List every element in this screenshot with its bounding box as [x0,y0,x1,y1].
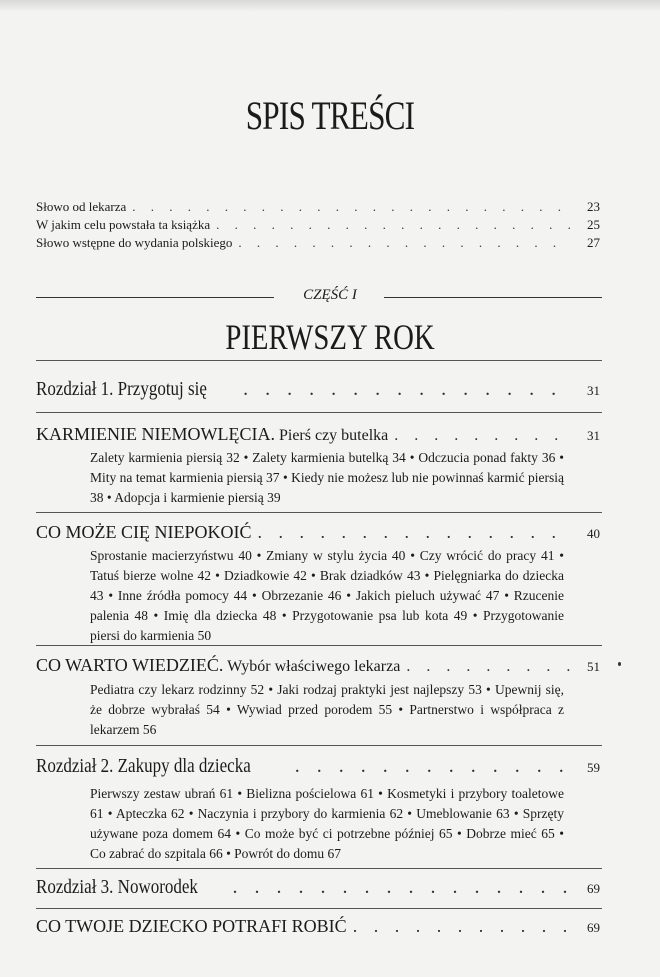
chapter-entry [36,378,600,401]
chapter-entry [36,876,600,899]
leader-dots [394,427,570,445]
section-page: 40 [587,526,600,541]
section-label: CO MOŻE CIĘ NIEPOKOIĆ [36,522,252,542]
chapter-label: Rozdział 2. Zakupy dla dziecka [36,755,251,777]
section-entry [36,916,600,937]
chapter-entry [36,755,600,778]
section-page: 31 [587,428,600,443]
leader-dots [258,522,571,543]
section-rule [36,645,602,646]
toc-entry [36,199,600,215]
chapter-page: 69 [587,881,600,896]
toc-entry-page: 25 [587,217,600,232]
leader-dots [353,916,570,937]
toc-entry-label: W jakim celu powstała ta książka [36,217,211,232]
section-page: 69 [587,920,600,935]
section-label-rest: Wybór właściwego lekarza [223,658,401,675]
leader-dots [233,876,570,899]
toc-entry-label: Słowo od lekarza [36,199,127,214]
section-description: Pediatra czy lekarz rodzinny 52 • Jaki rodzaj praktyki jest najlepszy 53 • Upewnij się, że dobrze wybrałaś 54 • Wywiad przed porodem 55 • Partnerstwo i współpraca z lekarzem 56 [90,682,564,737]
part-divider-right [384,297,602,298]
stray-mark [618,662,621,666]
chapter-label: Rozdział 3. Noworodek [36,876,198,898]
chapter-label: Rozdział 1. Przygotuj się [36,378,207,400]
leader-dots [295,755,570,778]
toc-entry [36,217,600,233]
leader-dots [243,378,570,401]
chapter-description: Pierwszy zestaw ubrań 61 • Bielizna pościelowa 61 • Kosmetyki i przybory toaletowe 61 • Apteczka 62 • Naczynia i przybory do karmienia 62 • Umeblowanie 63 • Sprzęty używane poza domem 64 • Co może być ci potrzebne później 65 • Dobrze mieć 65 • Co zabrać do szpitala 66 • Powrót do domu 67 [90,786,564,861]
section-label: CO TWOJE DZIECKO POTRAFI ROBIĆ [36,916,347,936]
section-entry [36,655,600,676]
toc-entry [36,235,600,251]
section-description: Zalety karmienia piersią 32 • Zalety karmienia butelką 34 • Odczucia ponad fakty 36 • Mity na temat karmienia piersią 37 • Kiedy nie możesz lub nie powinnaś karmić piersią 38 • Adopcja i karmienie piersią 39 [90,450,564,505]
part-title: PIERWSZY ROK [225,317,435,357]
leader-dots [216,217,570,233]
section-label [36,655,400,676]
leader-dots [132,199,570,215]
section-page: 51 [587,659,600,674]
section-description: Sprostanie macierzyństwu 40 • Zmiany w stylu życia 40 • Czy wrócić do pracy 41 • Tatuś bierze wolne 42 • Dziadkowie 42 • Brak dziadków 43 • Pielęgniarka do dziecka 43 • Inne źródła pomocy 44 • Obrzezanie 46 • Jakich pieluch używać 47 • Rzucenie palenia 48 • Imię dla dziecka 48 • Przygotowanie psa lub kota 49 • Przygotowanie piersi do karmienia 50 [90,548,564,643]
toc-entry-label: Słowo wstępne do wydania polskiego [36,235,233,250]
section-rule [36,745,602,746]
chapter-rule [36,908,602,909]
toc-entry-page: 23 [587,199,600,214]
section-entry [36,424,600,445]
section-rule [36,512,602,513]
toc-entry-page: 27 [587,235,600,250]
leader-dots [406,658,570,676]
part-rule [36,360,602,361]
chapter-page: 31 [587,383,600,398]
leader-dots [238,235,570,251]
page-title: SPIS TREŚCI [245,93,415,138]
section-label-rest: Pierś czy butelka [274,427,389,444]
section-label [36,424,388,445]
page-edge-bleed [0,0,660,12]
section-label-caps: KARMIENIE NIEMOWLĘCIA. [36,424,275,444]
part-label: CZĘŚĆ I [303,287,357,303]
chapter-page: 59 [587,760,600,775]
chapter-rule [36,868,602,869]
section-label-caps: CO WARTO WIEDZIEĆ. [36,655,224,675]
section-entry [36,522,600,543]
chapter-rule [36,412,602,413]
